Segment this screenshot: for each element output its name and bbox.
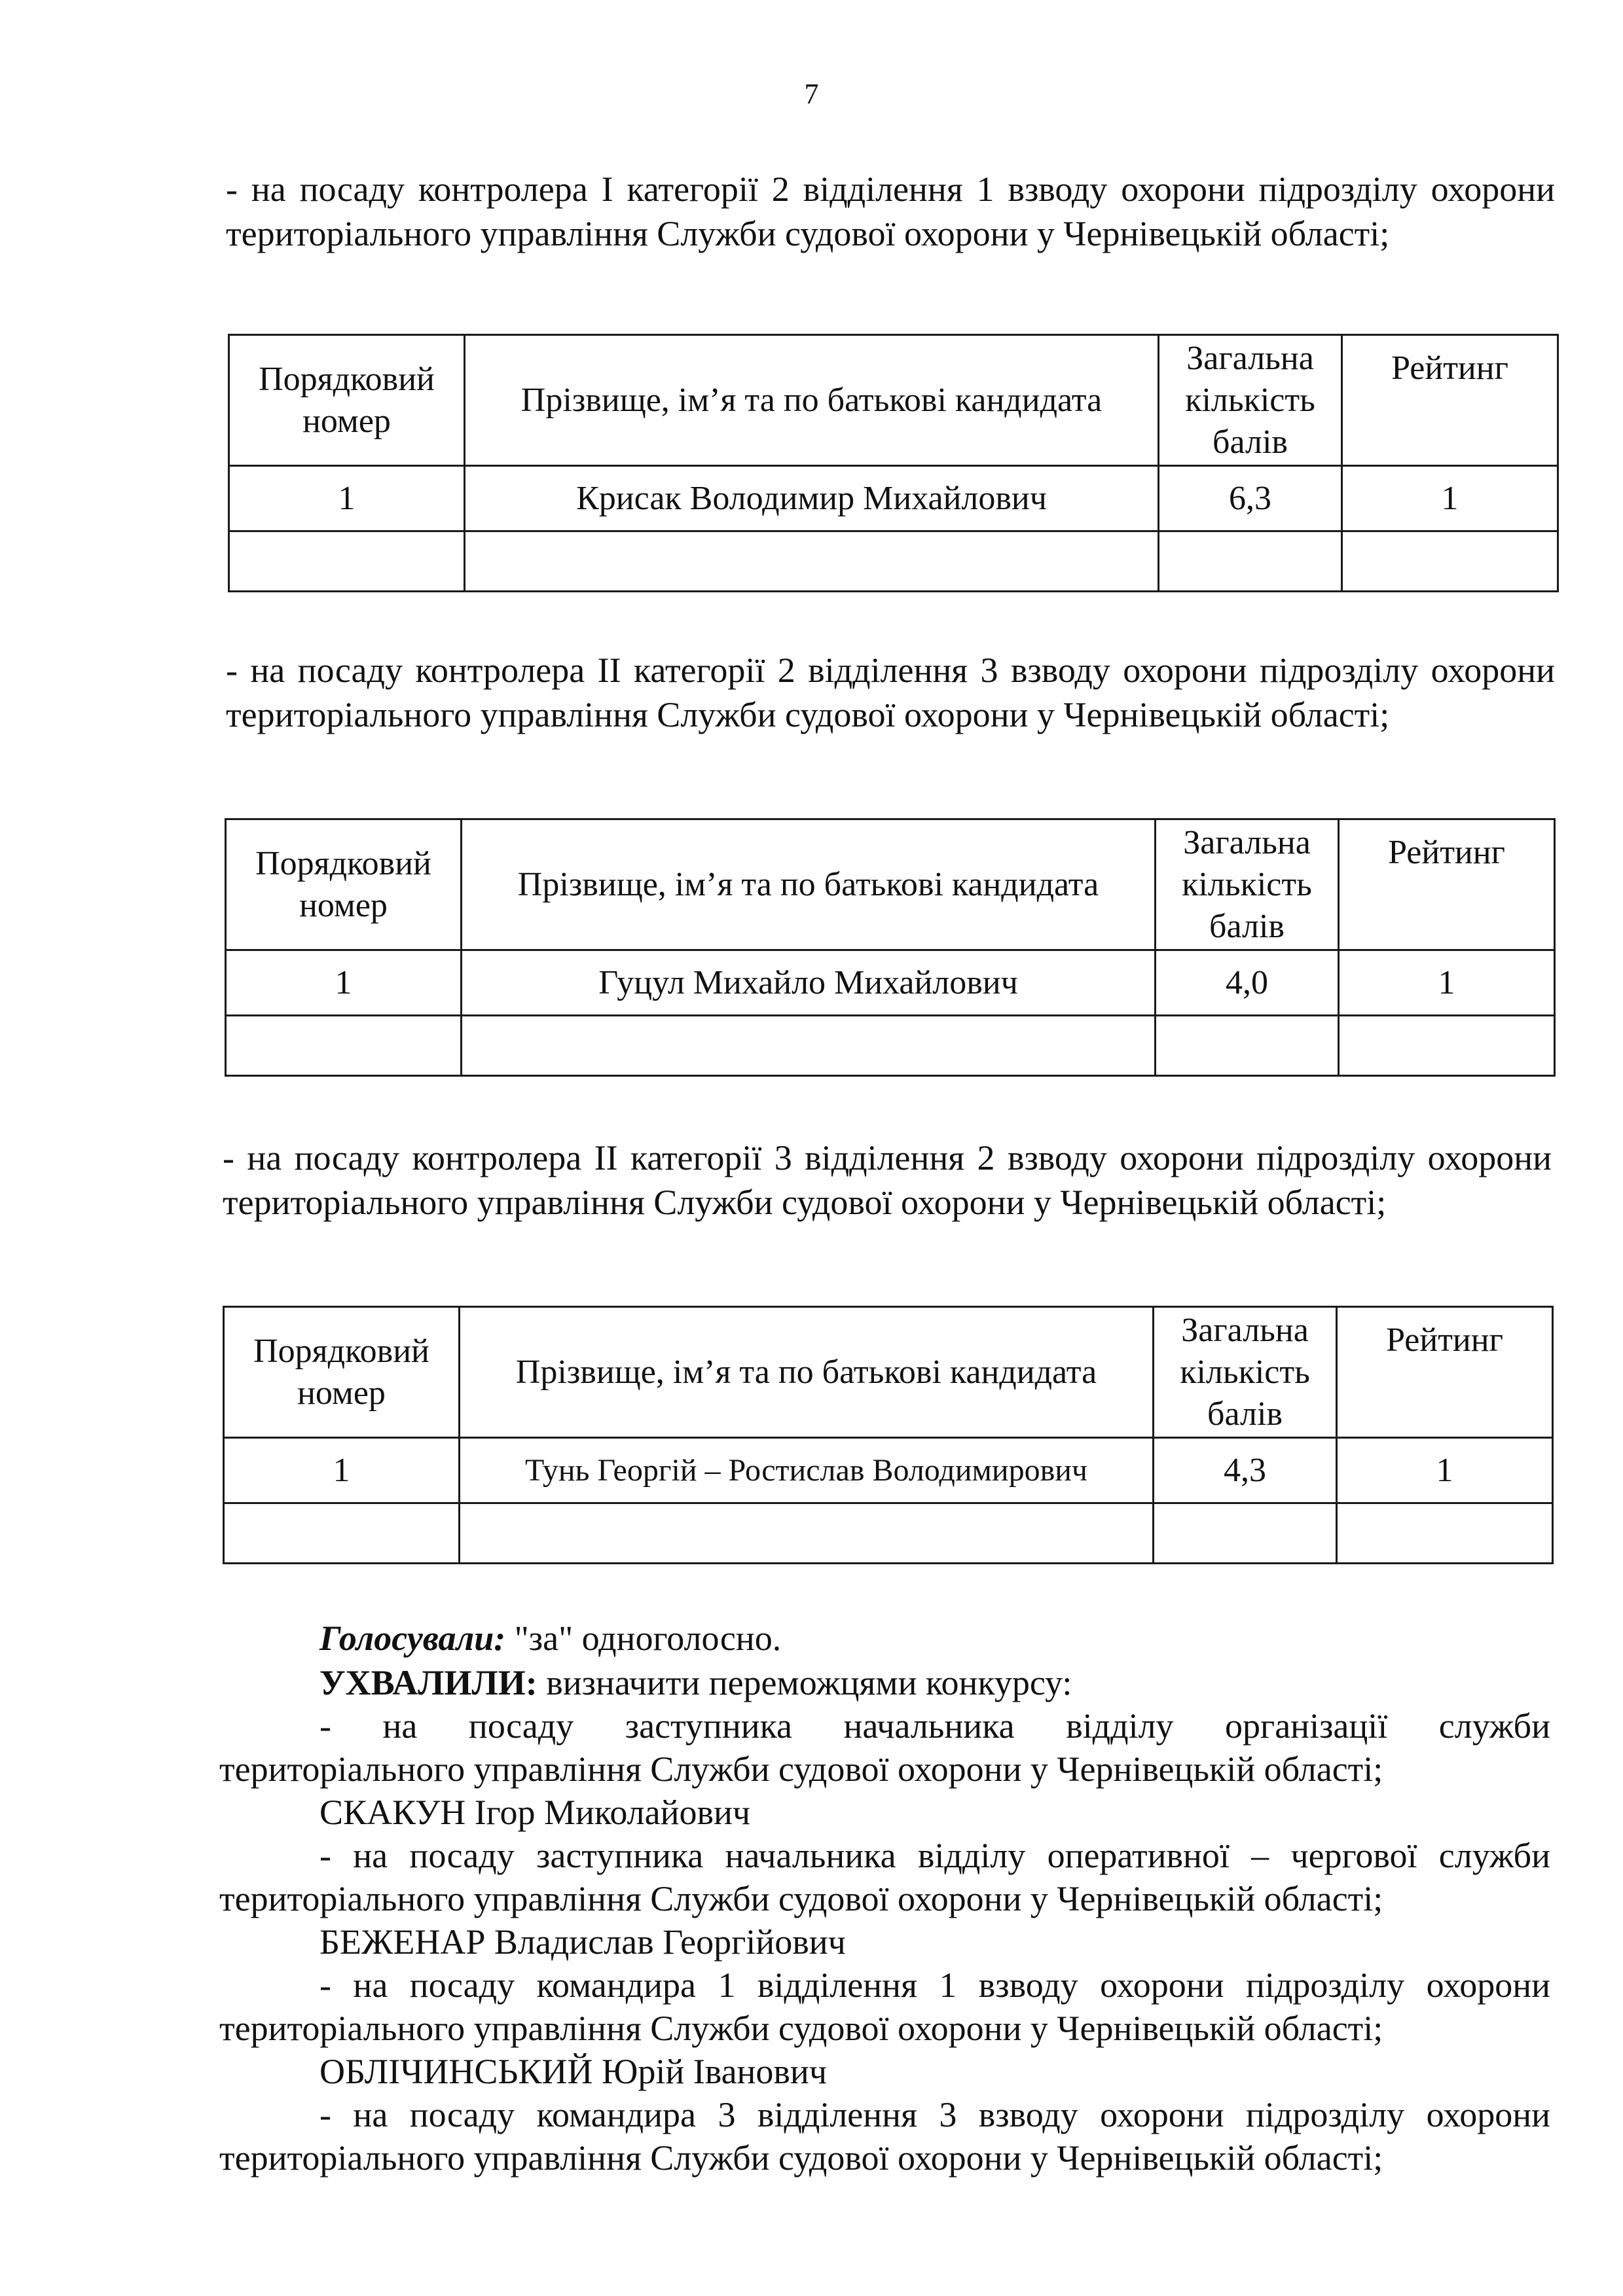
winner-name: ОБЛІЧИНСЬКИЙ Юрій Іванович	[319, 2052, 827, 2091]
header-candidate-name: Прізвище, ім’я та по батькові кандидата	[465, 335, 1159, 466]
header-rating: Рейтинг	[1339, 819, 1555, 950]
table-row	[224, 1438, 1553, 1503]
resolved-text: визначити переможцями конкурсу:	[546, 1663, 1072, 1702]
rating-table-3	[223, 1306, 1554, 1564]
cell-candidate-name: Крисак Володимир Михайлович	[465, 466, 1159, 531]
cell-empty	[1159, 531, 1342, 592]
position-paragraph-3: - на посаду контролера ІІ категорії 3 відділення 2 взводу охорони підрозділу охорони територіального управління Служби судової охорони у Чернівецькій області;	[223, 1138, 1552, 1222]
voted-text: "за" одноголосно.	[514, 1619, 782, 1658]
winner-position-line: територіального управління Служби судової охорони у Чернівецькій області;	[219, 1879, 1383, 1918]
cell-empty	[229, 531, 465, 592]
cell-total-score: 4,3	[1154, 1438, 1337, 1503]
cell-rating: 1	[1337, 1438, 1553, 1503]
winner-position-line: територіального управління Служби судової охорони у Чернівецькій області;	[219, 1749, 1383, 1789]
table-row	[229, 466, 1558, 531]
cell-empty	[460, 1503, 1154, 1564]
voted-line	[319, 1617, 781, 1660]
header-candidate-name: Прізвище, ім’я та по батькові кандидата	[462, 819, 1156, 950]
page-number: 7	[804, 78, 819, 110]
cell-candidate-name: Тунь Георгій – Ростислав Володимирович	[460, 1438, 1154, 1503]
cell-rating: 1	[1342, 466, 1558, 531]
cell-empty	[465, 531, 1159, 592]
winner-name: СКАКУН Ігор Миколайович	[319, 1793, 751, 1832]
cell-candidate-name: Гуцул Михайло Михайлович	[462, 950, 1156, 1016]
winner-position-line: - на посаду командира 1 відділення 1 взводу охорони підрозділу охорони	[319, 1965, 1550, 2005]
cell-empty	[1339, 1016, 1555, 1076]
table-header-row	[229, 335, 1558, 466]
header-order-number: Порядковий номер	[229, 335, 465, 466]
position-paragraph-1: - на посаду контролера І категорії 2 відділення 1 взводу охорони підрозділу охорони територіального управління Служби судової охорони у Чернівецькій області;	[226, 170, 1555, 253]
header-total-score: Загальна кількість балів	[1154, 1307, 1337, 1438]
header-candidate-name: Прізвище, ім’я та по батькові кандидата	[460, 1307, 1154, 1438]
position-paragraph-2: - на посаду контролера ІІ категорії 2 відділення 3 взводу охорони підрозділу охорони територіального управління Служби судової охорони у Чернівецькій області;	[226, 651, 1555, 734]
cell-order-number: 1	[229, 466, 465, 531]
table-row	[226, 950, 1555, 1016]
header-total-score: Загальна кількість балів	[1159, 335, 1342, 466]
winner-position-line: - на посаду командира 3 відділення 3 взводу охорони підрозділу охорони	[319, 2095, 1550, 2134]
winner-position-line: територіального управління Служби судової охорони у Чернівецькій області;	[219, 2009, 1383, 2048]
cell-order-number: 1	[224, 1438, 460, 1503]
table-header-row	[226, 819, 1555, 950]
cell-empty	[1342, 531, 1558, 592]
table-header-row	[224, 1307, 1553, 1438]
cell-empty	[1156, 1016, 1339, 1076]
header-order-number: Порядковий номер	[224, 1307, 460, 1438]
table-row-empty	[224, 1503, 1553, 1564]
winner-position-line: територіального управління Служби судової охорони у Чернівецькій області;	[219, 2138, 1383, 2178]
winner-position-line: - на посаду заступника начальника відділу організації служби	[319, 1706, 1550, 1746]
resolved-line	[319, 1661, 1072, 1704]
rating-table-1	[228, 334, 1559, 592]
resolved-label: УХВАЛИЛИ:	[319, 1663, 538, 1702]
cell-empty	[1337, 1503, 1553, 1564]
cell-total-score: 4,0	[1156, 950, 1339, 1016]
cell-empty	[226, 1016, 462, 1076]
voted-label: Голосували:	[319, 1619, 506, 1658]
cell-empty	[1154, 1503, 1337, 1564]
winner-name: БЕЖЕНАР Владислав Георгійович	[319, 1922, 846, 1962]
cell-empty	[224, 1503, 460, 1564]
winner-position-line: - на посаду заступника начальника відділу оперативної – чергової служби	[319, 1836, 1550, 1875]
header-total-score: Загальна кількість балів	[1156, 819, 1339, 950]
header-order-number: Порядковий номер	[226, 819, 462, 950]
header-rating: Рейтинг	[1342, 335, 1558, 466]
cell-total-score: 6,3	[1159, 466, 1342, 531]
rating-table-2	[225, 818, 1556, 1077]
cell-order-number: 1	[226, 950, 462, 1016]
header-rating: Рейтинг	[1337, 1307, 1553, 1438]
cell-rating: 1	[1339, 950, 1555, 1016]
table-row-empty	[226, 1016, 1555, 1076]
cell-empty	[462, 1016, 1156, 1076]
table-row-empty	[229, 531, 1558, 592]
